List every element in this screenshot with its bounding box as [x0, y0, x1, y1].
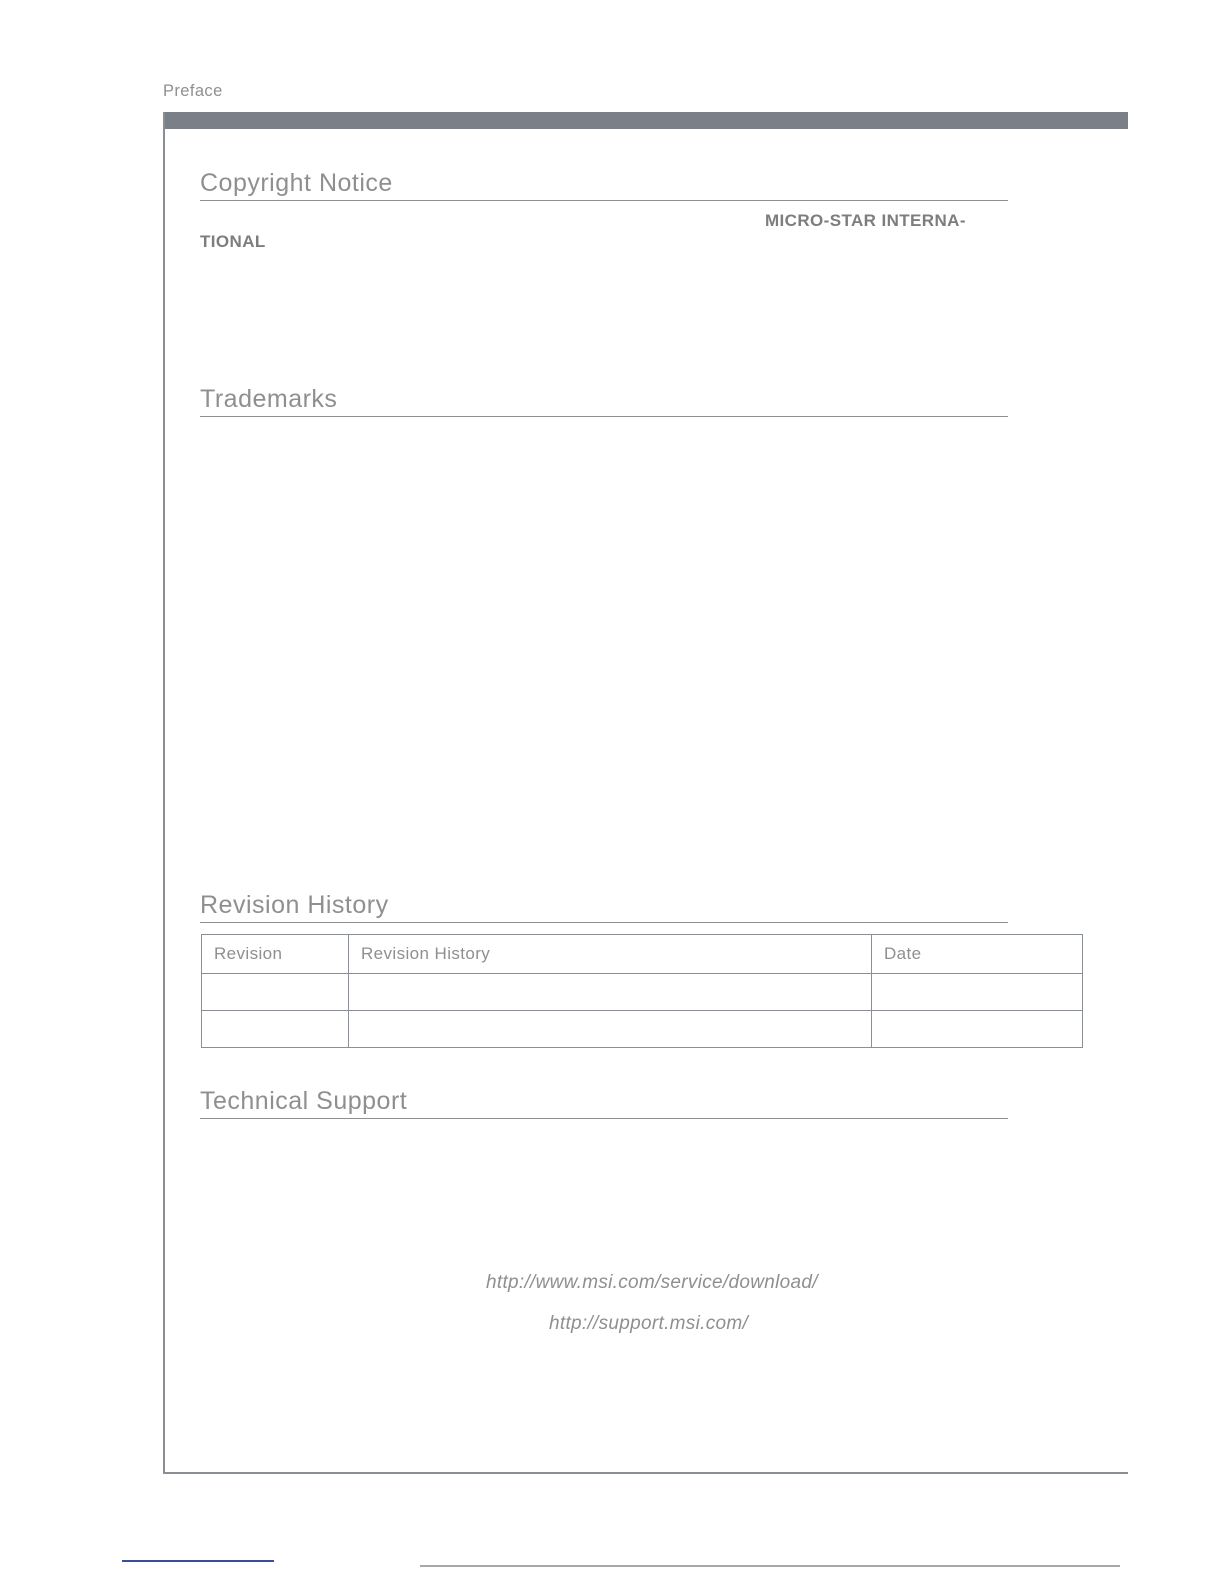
table-row [202, 1011, 1083, 1048]
section-revision-history [200, 892, 1008, 923]
copyright-company-line-1: MICRO-STAR INTERNA- [765, 211, 966, 230]
footer-left-fragment [0, 1557, 275, 1577]
cell-date [872, 974, 1083, 1011]
section-rule-revision-history [200, 922, 1008, 923]
section-title-revision-history: Revision History [200, 891, 389, 919]
table-header-date: Date [872, 935, 1083, 974]
section-trademarks [200, 386, 1008, 417]
section-rule-technical-support [200, 1118, 1008, 1119]
section-rule-trademarks [200, 416, 1008, 417]
cell-date [872, 1011, 1083, 1048]
section-copyright-notice [200, 170, 1008, 201]
cell-revision-history [349, 1011, 872, 1048]
section-rule-copyright [200, 200, 1008, 201]
cell-revision-history [349, 974, 872, 1011]
header-bar [163, 112, 1128, 129]
footer-right-rule [420, 1565, 1120, 1567]
frame-left-rule [163, 112, 165, 1474]
section-title-technical-support: Technical Support [200, 1087, 408, 1115]
table-header-revision-history: Revision History [349, 935, 872, 974]
cell-revision [202, 974, 349, 1011]
page-header-label: Preface [163, 82, 223, 100]
support-site-link[interactable]: http://support.msi.com/ [549, 1313, 749, 1334]
revision-history-table [201, 934, 1083, 1048]
table-row [202, 974, 1083, 1011]
table-header-row [202, 935, 1083, 974]
section-technical-support [200, 1088, 1008, 1119]
table-header-revision: Revision [202, 935, 349, 974]
footer-left-rule [122, 1560, 274, 1562]
download-service-link[interactable]: http://www.msi.com/service/download/ [486, 1272, 818, 1293]
footer-right-fragment [420, 1561, 1225, 1579]
section-title-copyright: Copyright Notice [200, 169, 393, 197]
cell-revision [202, 1011, 349, 1048]
section-title-trademarks: Trademarks [200, 385, 338, 413]
copyright-company-line-2: TIONAL [200, 232, 266, 251]
frame-bottom-rule [163, 1472, 1128, 1474]
